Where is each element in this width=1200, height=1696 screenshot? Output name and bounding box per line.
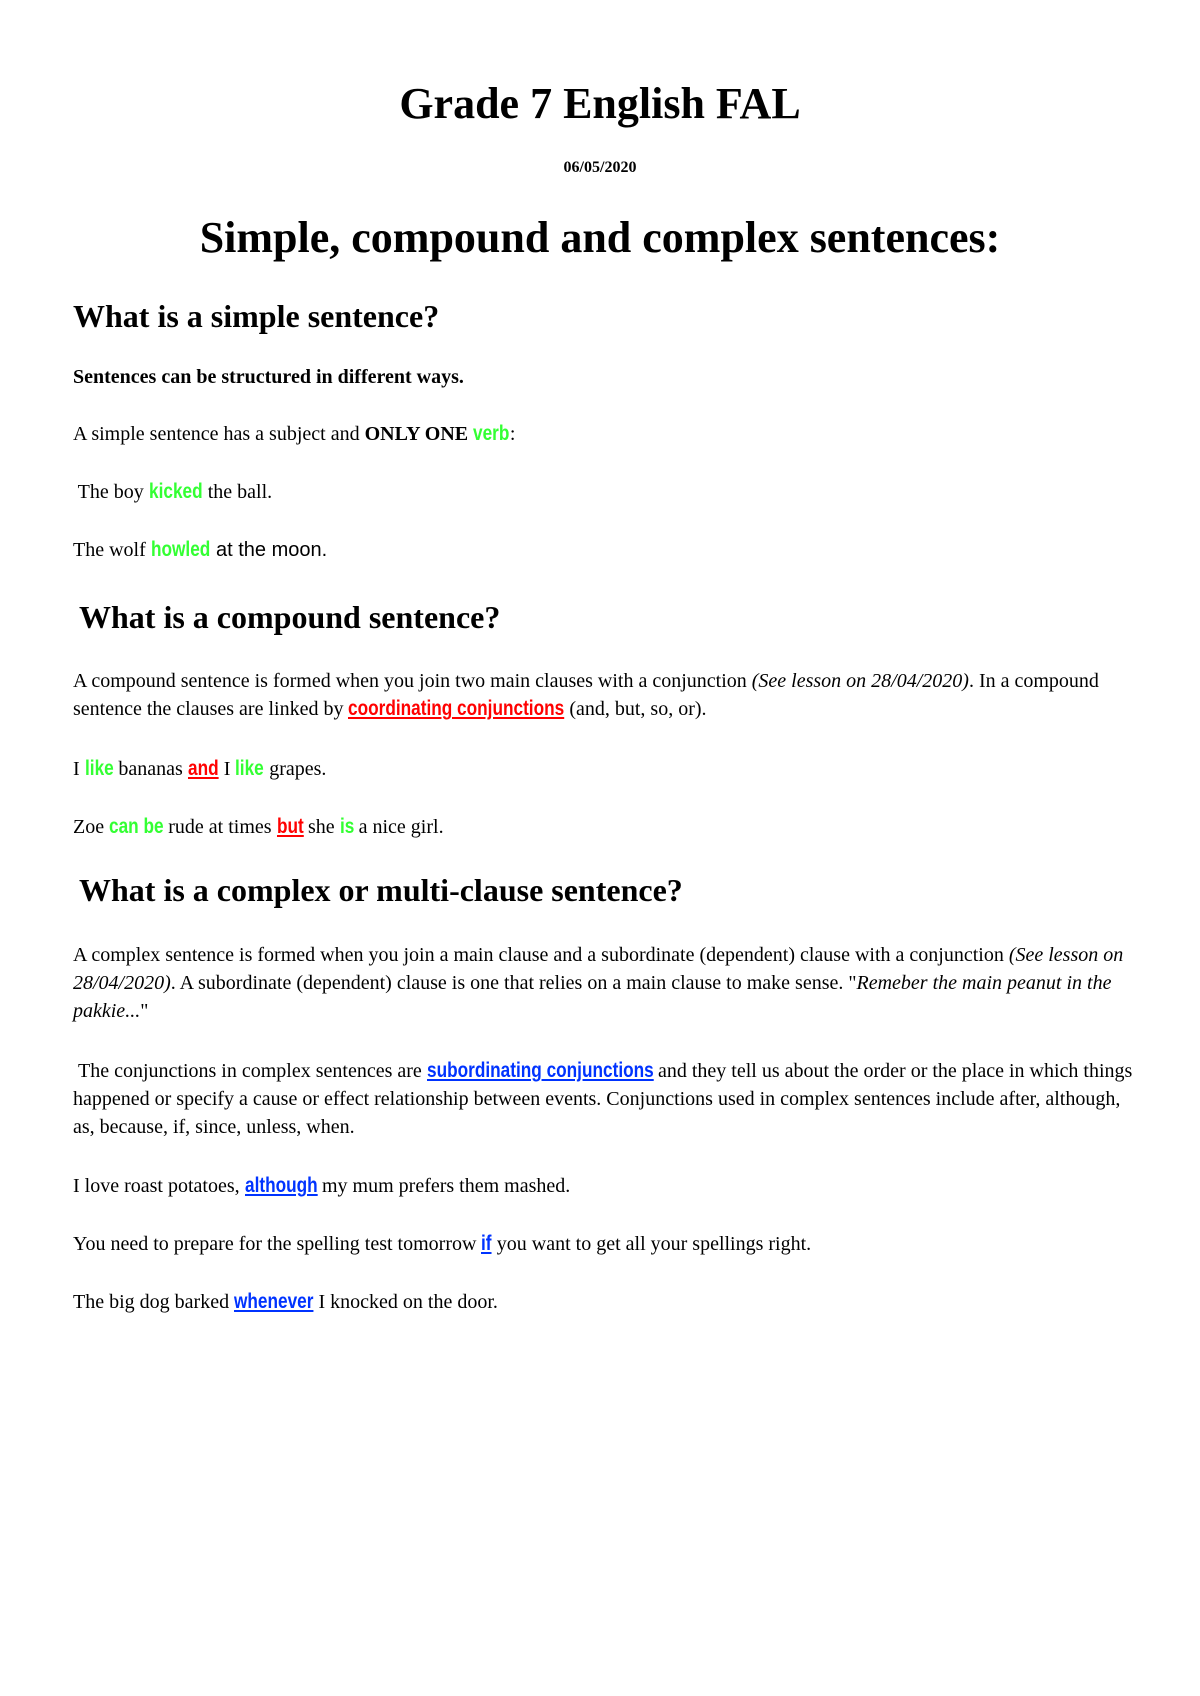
complex-conjunctions-text: The conjunctions in complex sentences are bbox=[73, 1060, 427, 1082]
coordinating-conjunctions-keyword: coordinating conjunctions bbox=[348, 697, 565, 720]
example-text: The wolf bbox=[73, 539, 151, 561]
complex-definition bbox=[73, 941, 1133, 1025]
example-text: The boy bbox=[73, 481, 149, 503]
complex-conjunctions-text: and they tell us about the order or the place in which things happened or specify a cause or effect relationship between events. Conjunctions used in complex sentences include after, although, as, because, if, since, unless, when. bbox=[73, 1060, 1133, 1138]
simple-definition bbox=[73, 420, 1133, 448]
lesson-reference: (See lesson on 28/04/2020) bbox=[751, 670, 969, 692]
compound-sentence-heading: What is a compound sentence? bbox=[79, 599, 501, 635]
conjunction-highlight: and bbox=[187, 757, 219, 780]
example-text: grapes. bbox=[264, 758, 327, 780]
verb-highlight: kicked bbox=[148, 480, 203, 503]
example-text: You need to prepare for the spelling test tomorrow bbox=[73, 1233, 482, 1255]
mnemonic-quote: Remeber the main peanut in the pakkie... bbox=[73, 972, 1112, 1022]
document-date: 06/05/2020 bbox=[563, 159, 637, 176]
simple-sentence-heading: What is a simple sentence? bbox=[73, 298, 440, 334]
conjunction-highlight: whenever bbox=[234, 1290, 314, 1313]
example-text: I bbox=[218, 758, 236, 780]
compound-definition-text: A compound sentence is formed when you join two main clauses with a conjunction bbox=[73, 670, 752, 692]
verb-highlight: is bbox=[339, 815, 355, 838]
complex-conjunctions bbox=[73, 1057, 1133, 1141]
example-text: at the moon. bbox=[210, 539, 328, 561]
example-text: my mum prefers them mashed. bbox=[316, 1175, 571, 1197]
simple-intro: Sentences can be structured in different ways. bbox=[73, 366, 464, 388]
verb-highlight: like bbox=[84, 757, 114, 780]
complex-definition-text: . A subordinate (dependent) clause is one that relies on a main clause to make sense. " bbox=[170, 972, 857, 994]
compound-definition-text: . In a compound sentence the clauses are linked by bbox=[73, 670, 1099, 720]
compound-definition bbox=[73, 667, 1133, 723]
verb-highlight: howled bbox=[150, 538, 211, 561]
example-text: I love roast potatoes, bbox=[73, 1175, 245, 1197]
verb-highlight: can be bbox=[109, 815, 164, 838]
example-text: a nice girl. bbox=[353, 816, 444, 838]
example-text: I knocked on the door. bbox=[313, 1291, 498, 1313]
example-text: I bbox=[73, 758, 85, 780]
complex-example-2 bbox=[73, 1230, 1133, 1258]
compound-example-2 bbox=[73, 813, 1133, 841]
simple-definition-emphasis: ONLY ONE bbox=[364, 423, 469, 445]
complex-example-3 bbox=[73, 1288, 1133, 1316]
conjunction-highlight: if bbox=[481, 1232, 492, 1255]
complex-sentence-heading: What is a complex or multi-clause sentence? bbox=[79, 872, 683, 908]
example-text: Zoe bbox=[73, 816, 110, 838]
simple-definition-colon: : bbox=[509, 423, 516, 445]
simple-example-1 bbox=[73, 478, 1133, 506]
example-text: rude at times bbox=[163, 816, 277, 838]
complex-definition-text: A complex sentence is formed when you join a main clause and a subordinate (dependent) clause with a conjunction bbox=[73, 944, 1009, 966]
compound-example-1 bbox=[73, 755, 1133, 783]
example-text: the ball. bbox=[202, 481, 273, 503]
compound-definition-text: (and, but, so, or). bbox=[564, 698, 707, 720]
simple-example-2 bbox=[73, 536, 1133, 564]
simple-definition-text: A simple sentence has a subject and bbox=[73, 423, 365, 445]
complex-example-1 bbox=[73, 1172, 1133, 1200]
lesson-reference: (See lesson on 28/04/2020) bbox=[73, 944, 1124, 994]
document-title: Grade 7 English FAL bbox=[399, 79, 801, 128]
example-text: you want to get all your spellings right. bbox=[491, 1233, 812, 1255]
verb-keyword: verb bbox=[473, 422, 510, 445]
complex-definition-text: " bbox=[140, 1000, 149, 1022]
example-text: she bbox=[303, 816, 340, 838]
example-text: bananas bbox=[113, 758, 188, 780]
example-text: The big dog barked bbox=[73, 1291, 235, 1313]
conjunction-highlight: although bbox=[244, 1174, 318, 1197]
subordinating-conjunctions-keyword: subordinating conjunctions bbox=[426, 1059, 654, 1082]
verb-highlight: like bbox=[235, 757, 265, 780]
document-subtitle: Simple, compound and complex sentences: bbox=[199, 213, 1001, 262]
conjunction-highlight: but bbox=[276, 815, 304, 838]
